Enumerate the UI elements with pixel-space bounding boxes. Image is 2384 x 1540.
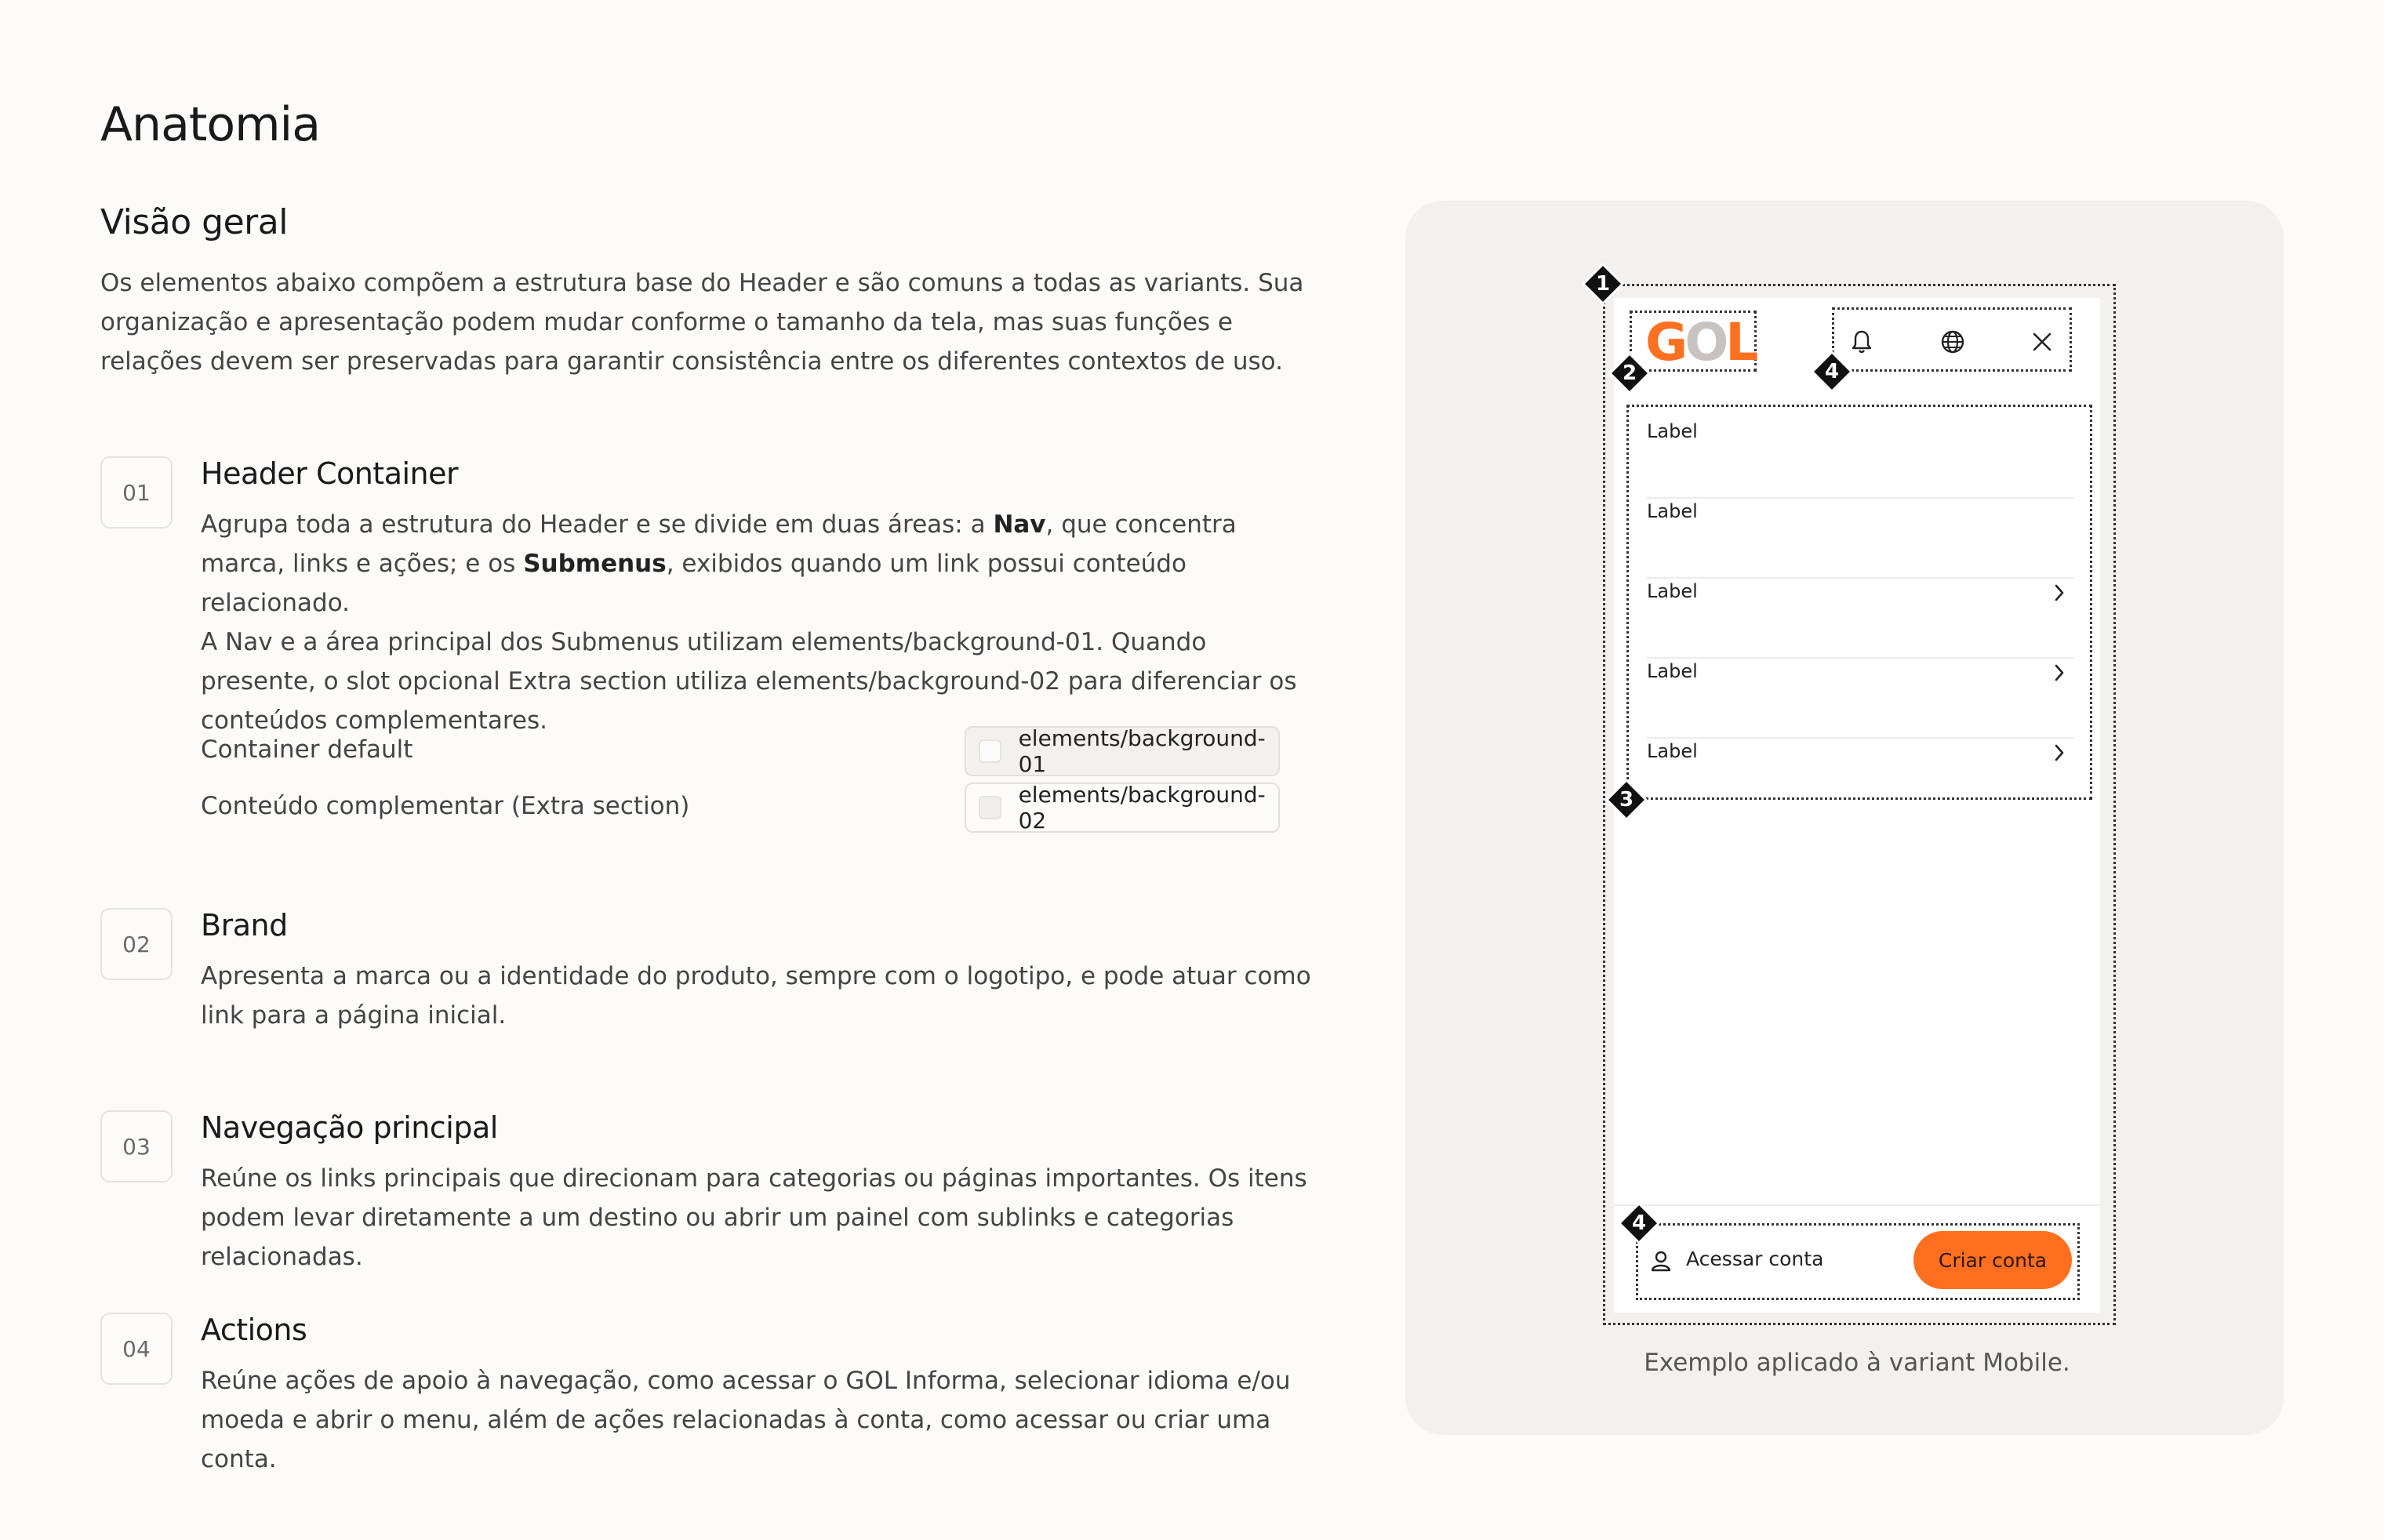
section-body-navegacao: Reúne os links principais que direcionam para categorias ou páginas importantes. Os itens podem levar diretamente a um destino ou abrir um painel com sublinks e categorias relacionadas. (201, 1164, 1307, 1271)
section-number-03: 03 (100, 1110, 173, 1182)
nav-item-label: Label (1647, 740, 1698, 762)
gol-logo[interactable]: GOL (1645, 312, 1756, 372)
token-name: elements/background-01 (1018, 725, 1266, 777)
nav-item-label: Label (1647, 420, 1698, 442)
close-icon[interactable] (2028, 328, 2056, 356)
token-name: elements/background-02 (1018, 782, 1266, 834)
nav-item-label: Label (1647, 580, 1698, 602)
chevron-right-icon (2051, 662, 2067, 687)
nav-item[interactable] (1647, 420, 2073, 499)
section-number-01: 01 (100, 456, 173, 528)
section-title-header-container: Header Container (201, 456, 459, 491)
nav-item[interactable] (1647, 740, 2073, 819)
nav-item[interactable] (1647, 500, 2073, 579)
chevron-right-icon (2051, 742, 2067, 767)
globe-icon[interactable] (1939, 328, 1967, 356)
color-swatch (979, 796, 1001, 819)
marker-2: 2 (1608, 351, 1652, 395)
nav-item-label: Label (1647, 500, 1698, 522)
section-title-brand: Brand (201, 908, 288, 943)
section-body-header-container: Agrupa toda a estrutura do Header e se divide em duas áreas: a Nav, que concentra marca, links e ações; e os Submenus, exibidos quando um link possui conteúdo relacionado. A Nav e a área principal dos Submenus utilizam elements/background-01. Quando presente, o slot opcional Extra section utiliza elements/background-02 para diferenciar os conteúdos complementares. (201, 510, 1297, 735)
token-label-extra-section: Conteúdo complementar (Extra section) (201, 792, 690, 820)
section-body-actions: Reúne ações de apoio à navegação, como acessar o GOL Informa, selecionar idioma e/ou moeda e abrir o menu, além de ações relacionadas à conta, como acessar ou criar uma conta. (201, 1367, 1291, 1473)
marker-4-header-actions: 4 (1810, 350, 1854, 394)
nav-item-label: Label (1647, 660, 1698, 682)
section-body-brand: Apresenta a marca ou a identidade do produto, sempre com o logotipo, e pode atuar como link para a página inicial. (201, 962, 1311, 1030)
footer-divider (1614, 1204, 2100, 1206)
section-title-actions: Actions (201, 1313, 307, 1347)
example-caption: Exemplo aplicado à variant Mobile. (1644, 1349, 2070, 1377)
acessar-conta-link[interactable]: Acessar conta (1686, 1248, 1824, 1270)
page-title: Anatomia (100, 97, 320, 152)
nav-item[interactable] (1647, 660, 2073, 739)
token-chip-background-01 (965, 726, 1280, 776)
intro-paragraph: Os elementos abaixo compõem a estrutura base do Header e são comuns a todas as variants. Sua organização e apresentação podem mudar conforme o tamanho da tela, mas suas funções e relações devem ser preservadas para garantir consistência entre os diferentes contextos de uso. (100, 269, 1304, 376)
color-swatch (979, 739, 1001, 763)
token-label-container-default: Container default (201, 735, 413, 764)
marker-4-footer-actions: 4 (1617, 1201, 1661, 1245)
page-subtitle: Visão geral (100, 202, 288, 242)
criar-conta-button[interactable]: Criar conta (1913, 1231, 2072, 1289)
section-number-04: 04 (100, 1313, 173, 1385)
nav-item[interactable] (1647, 580, 2073, 659)
marker-3: 3 (1604, 778, 1648, 822)
section-title-navegacao: Navegação principal (201, 1110, 498, 1145)
chevron-right-icon (2051, 582, 2067, 607)
token-chip-background-02 (965, 783, 1280, 833)
section-number-02: 02 (100, 908, 173, 980)
marker-1: 1 (1581, 262, 1625, 306)
user-icon (1648, 1248, 1674, 1273)
